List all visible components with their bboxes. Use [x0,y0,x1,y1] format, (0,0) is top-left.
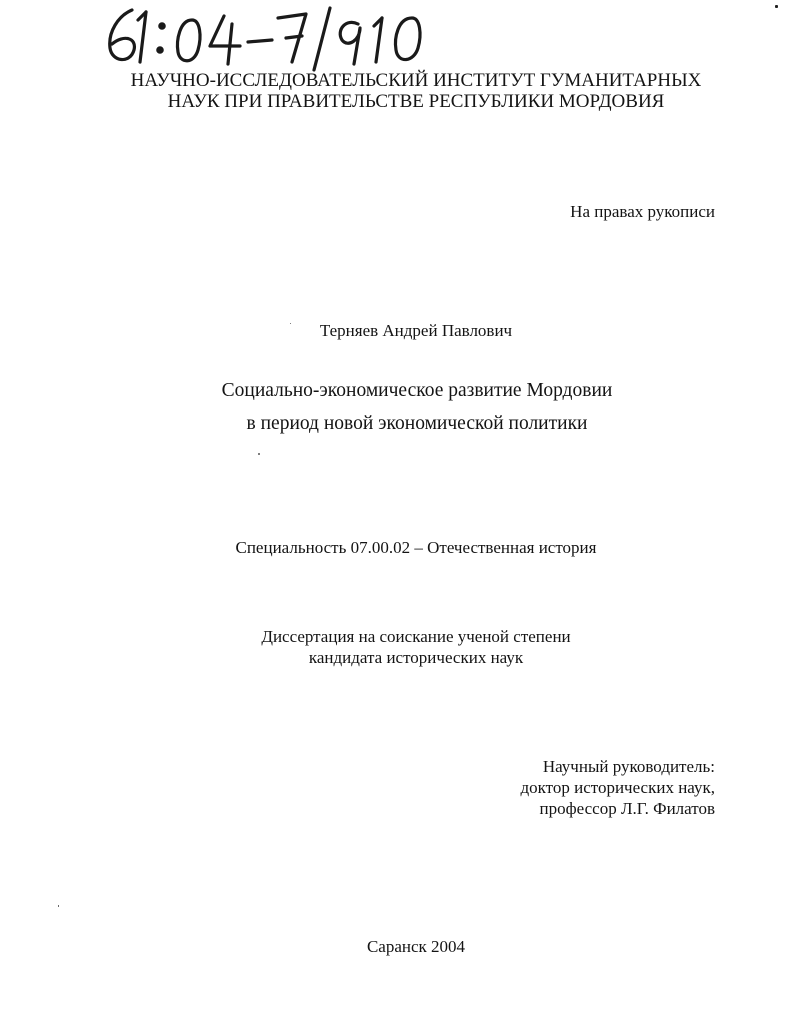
dissertation-title-line-2: в период новой экономической политики [246,413,588,434]
degree-line-2: кандидата исторических наук [308,648,524,667]
place-and-year: Саранск 2004 [366,937,466,956]
manuscript-note: На правах рукописи [570,202,715,221]
specialty: Специальность 07.00.02 – Отечественная история [235,538,597,557]
scan-speck [258,453,260,455]
dissertation-title-line-1: Социально-экономическое развитие Мордовии [221,380,613,401]
scan-speck [58,905,59,907]
scan-speck [775,5,778,8]
institute-name-line-2: НАУК ПРИ ПРАВИТЕЛЬСТВЕ РЕСПУБЛИКИ МОРДОВИЯ [167,91,665,112]
author-name: Терняев Андрей Павлович [319,321,513,340]
supervisor-degree: доктор исторических наук, [520,778,715,797]
scan-speck [290,323,291,324]
handwritten-archive-code [100,2,440,72]
supervisor-label: Научный руководитель: [542,757,715,776]
supervisor-name: профессор Л.Г. Филатов [539,799,715,818]
degree-line-1: Диссертация на соискание ученой степени [261,627,571,646]
institute-name-line-1: НАУЧНО-ИССЛЕДОВАТЕЛЬСКИЙ ИНСТИТУТ ГУМАНИТАРНЫХ [130,70,702,91]
